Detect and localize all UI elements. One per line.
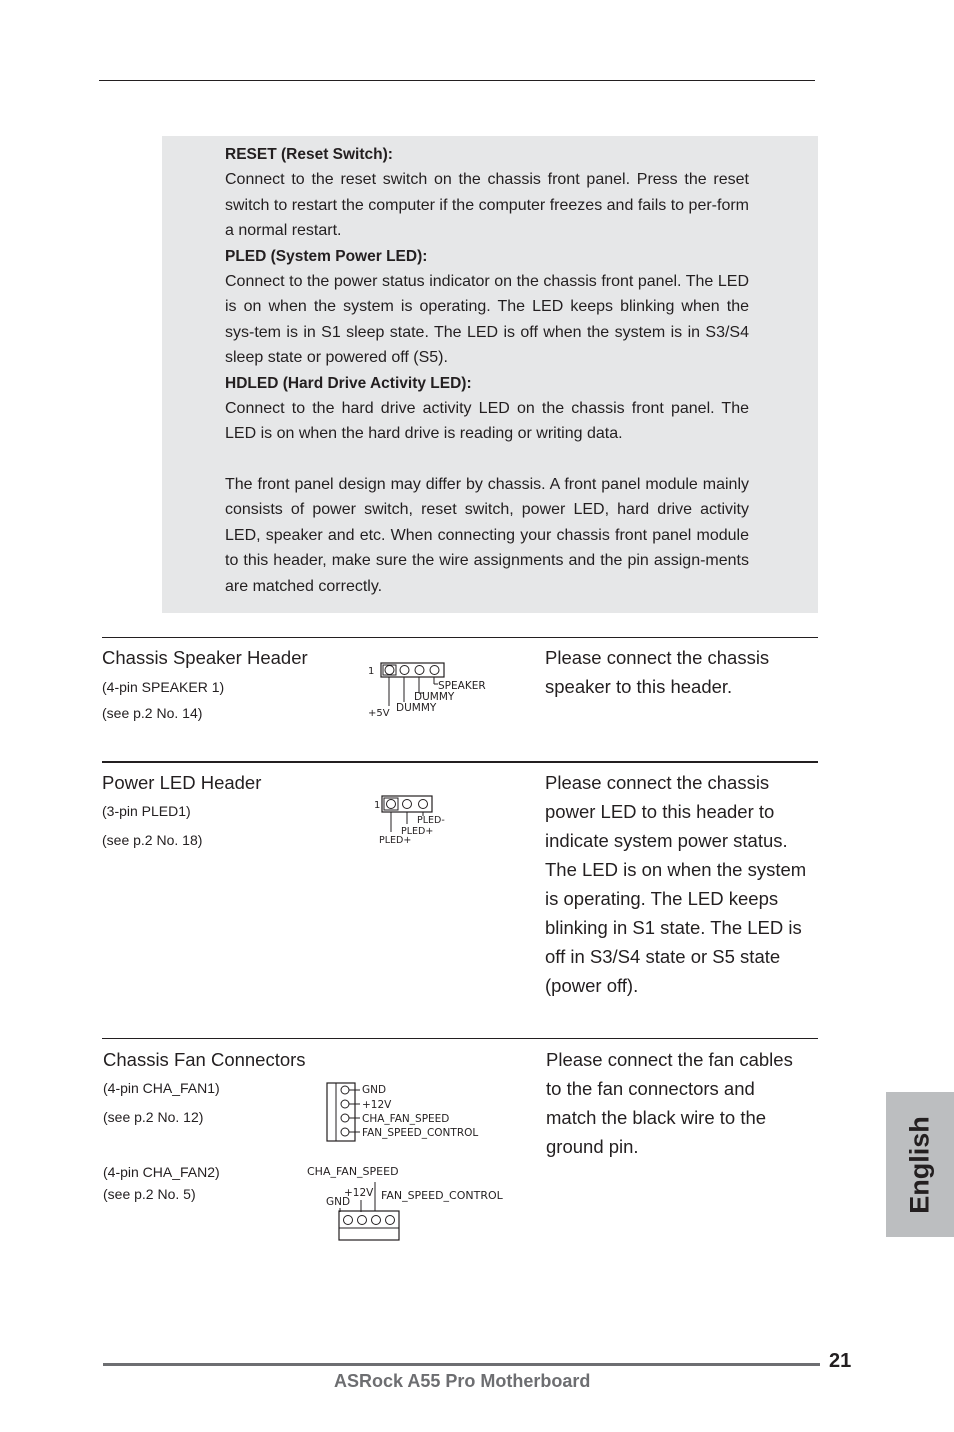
section-divider	[102, 637, 818, 638]
speaker-ref: (see p.2 No. 14)	[102, 705, 203, 721]
svg-text:CHA_FAN_SPEED: CHA_FAN_SPEED	[307, 1165, 399, 1178]
fan-description: Please connect the fan cables to the fan connectors and match the black wire to the ground pin.	[546, 1049, 793, 1157]
pled-heading: PLED (System Power LED):	[225, 247, 428, 265]
svg-text:FAN_SPEED_CONTROL: FAN_SPEED_CONTROL	[362, 1127, 479, 1139]
cha-fan1-diagram	[322, 1080, 502, 1144]
pled-pins: (3-pin PLED1)	[102, 803, 191, 819]
svg-text:GND: GND	[362, 1084, 387, 1096]
section-divider	[102, 1038, 818, 1039]
hdled-heading: HDLED (Hard Drive Activity LED):	[225, 374, 472, 392]
svg-text:DUMMY: DUMMY	[396, 702, 437, 714]
svg-text:CHA_FAN_SPEED: CHA_FAN_SPEED	[362, 1113, 450, 1125]
cha-fan2-diagram	[304, 1160, 510, 1244]
pled-body: Connect to the power status indicator on the chassis front panel. The LED is on when the system is operating. The LED keeps blinking when the sys-tem is in S1 sleep state. The LED is off when the system is in S3/S4 sleep state or powered off (S5).	[225, 273, 749, 367]
fan1-pins: (4-pin CHA_FAN1)	[103, 1080, 220, 1096]
svg-text:1: 1	[374, 800, 381, 811]
svg-text:FAN_SPEED_CONTROL: FAN_SPEED_CONTROL	[381, 1189, 503, 1202]
fan1-ref: (see p.2 No. 12)	[103, 1109, 204, 1125]
svg-text:+12V: +12V	[344, 1187, 374, 1199]
reset-body: Connect to the reset switch on the chassis front panel. Press the reset switch to restart the computer if the computer freezes and fails to per-form a normal restart.	[225, 171, 749, 240]
svg-text:PLED+: PLED+	[401, 826, 434, 837]
footer-product-name: ASRock A55 Pro Motherboard	[334, 1371, 591, 1391]
section-divider	[102, 761, 818, 763]
hdled-body: Connect to the hard drive activity LED on the chassis front panel. The LED is on when the hard drive is reading or writing data.	[225, 400, 749, 443]
fan-title: Chassis Fan Connectors	[103, 1049, 306, 1070]
svg-text:PLED+: PLED+	[379, 835, 412, 846]
front-panel-info-text	[225, 142, 749, 599]
page-number: 21	[829, 1350, 852, 1372]
pled-title: Power LED Header	[102, 772, 262, 793]
svg-text:DUMMY: DUMMY	[414, 691, 455, 703]
language-tab-label: English	[904, 1115, 935, 1214]
speaker-title: Chassis Speaker Header	[102, 647, 308, 668]
language-tab	[886, 1092, 954, 1237]
fan2-pins: (4-pin CHA_FAN2)	[103, 1164, 220, 1180]
svg-text:+12V: +12V	[362, 1099, 392, 1111]
svg-text:GND: GND	[326, 1196, 351, 1208]
top-rule	[99, 80, 815, 81]
pled-ref: (see p.2 No. 18)	[102, 832, 203, 848]
svg-text:PLED-: PLED-	[417, 815, 445, 826]
svg-text:+5V: +5V	[368, 708, 390, 719]
fan2-ref: (see p.2 No. 5)	[103, 1186, 196, 1202]
speaker-pins: (4-pin SPEAKER 1)	[102, 679, 225, 695]
reset-heading: RESET (Reset Switch):	[225, 146, 393, 163]
svg-text:SPEAKER: SPEAKER	[438, 680, 486, 692]
speaker-description: Please connect the chassis speaker to this header.	[545, 647, 770, 697]
speaker-header-diagram	[364, 658, 504, 722]
pled-description: Please connect the chassis power LED to this header to indicate system power status. The LED is on when the system is operating. The LED keeps blinking in S1 state. The LED is off in S3/S4 state or S5 state (power off).	[545, 772, 807, 996]
pled-header-diagram	[372, 792, 462, 850]
svg-text:1: 1	[368, 666, 375, 677]
footer-rule	[103, 1363, 820, 1366]
front-panel-note: The front panel design may differ by chassis. A front panel module mainly consists of power switch, reset switch, power LED, hard drive activity LED, speaker and etc. When connecting your chassis front panel module to this header, make sure the wire assignments and the pin assign-ments are matched correctly.	[225, 475, 749, 595]
